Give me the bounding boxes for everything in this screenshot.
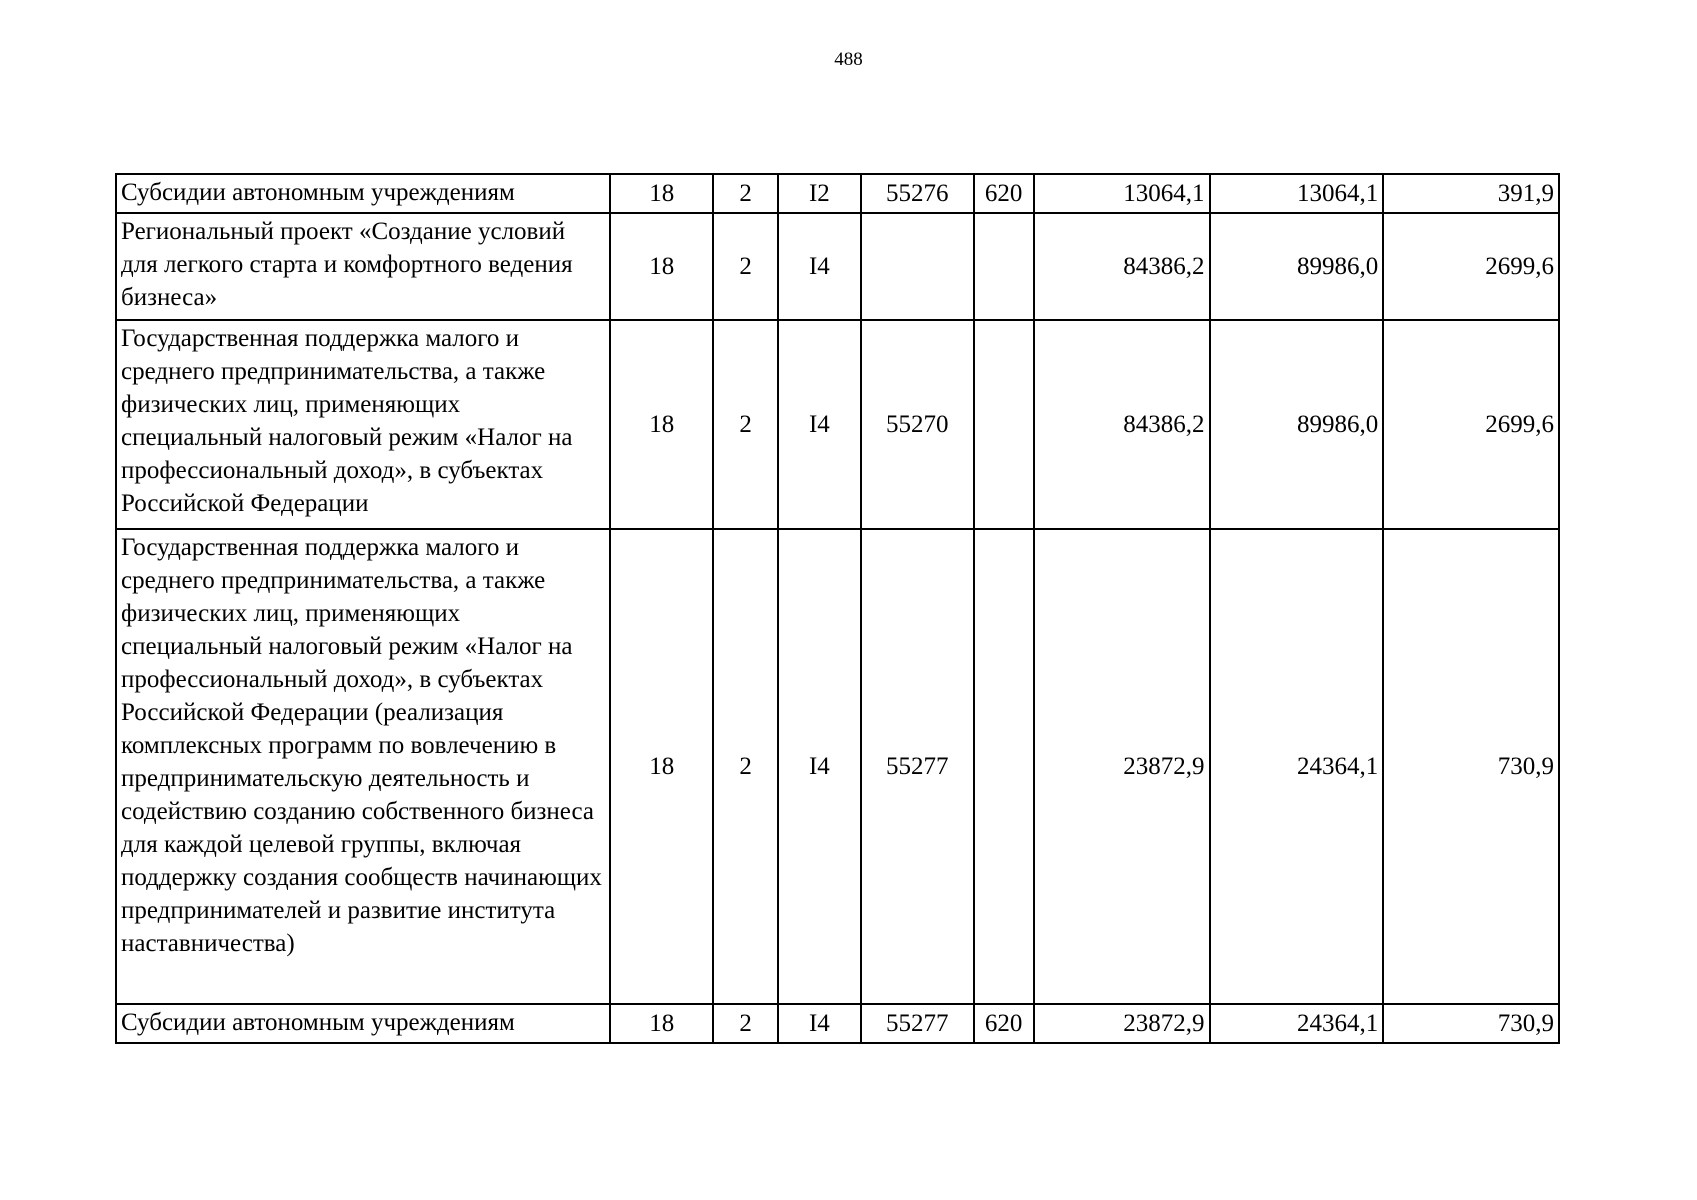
amount-cell-1: 23872,9: [1034, 529, 1210, 1004]
ministry-code-cell: 18: [610, 320, 713, 529]
row-name-cell: Государственная поддержка малого и среднего предпринимательства, а также физических лиц, применяющих специальный налоговый режим «Налог на профессиональный доход», в субъектах Российской Федерации (реализация комплексных программ по вовлечению в предпринимательскую деятельность и содействию созданию собственного бизнеса для каждой целевой группы, включая поддержку создания сообществ начинающих предпринимателей и развитие института наставничества): [116, 529, 610, 1004]
direction-code-cell: [861, 213, 973, 320]
amount-cell-2: 13064,1: [1210, 174, 1384, 213]
amount-cell-3: 2699,6: [1383, 320, 1559, 529]
amount-cell-1: 84386,2: [1034, 213, 1210, 320]
program-code-cell: 2: [713, 1004, 777, 1043]
expense-type-cell: 620: [974, 174, 1034, 213]
project-code-cell: I4: [778, 529, 861, 1004]
budget-table: [115, 173, 1560, 1044]
ministry-code-cell: 18: [610, 1004, 713, 1043]
direction-code-cell: 55277: [861, 529, 973, 1004]
table-row: [116, 1004, 1559, 1043]
table-row: [116, 213, 1559, 320]
project-code-cell: I2: [778, 174, 861, 213]
table-row: [116, 529, 1559, 1004]
amount-cell-2: 24364,1: [1210, 1004, 1384, 1043]
page-number: 488: [834, 49, 863, 70]
amount-cell-2: 89986,0: [1210, 320, 1384, 529]
amount-cell-1: 23872,9: [1034, 1004, 1210, 1043]
ministry-code-cell: 18: [610, 529, 713, 1004]
expense-type-cell: [974, 529, 1034, 1004]
program-code-cell: 2: [713, 213, 777, 320]
program-code-cell: 2: [713, 174, 777, 213]
program-code-cell: 2: [713, 529, 777, 1004]
expense-type-cell: [974, 213, 1034, 320]
project-code-cell: I4: [778, 213, 861, 320]
program-code-cell: 2: [713, 320, 777, 529]
project-code-cell: I4: [778, 320, 861, 529]
ministry-code-cell: 18: [610, 213, 713, 320]
amount-cell-3: 2699,6: [1383, 213, 1559, 320]
row-name-cell: Государственная поддержка малого и среднего предпринимательства, а также физических лиц, применяющих специальный налоговый режим «Налог на профессиональный доход», в субъектах Российской Федерации: [116, 320, 610, 529]
amount-cell-3: 391,9: [1383, 174, 1559, 213]
direction-code-cell: 55277: [861, 1004, 973, 1043]
amount-cell-1: 13064,1: [1034, 174, 1210, 213]
amount-cell-2: 89986,0: [1210, 213, 1384, 320]
row-name-cell: Региональный проект «Создание условий для легкого старта и комфортного ведения бизнеса»: [116, 213, 610, 320]
expense-type-cell: [974, 320, 1034, 529]
direction-code-cell: 55276: [861, 174, 973, 213]
expense-type-cell: 620: [974, 1004, 1034, 1043]
direction-code-cell: 55270: [861, 320, 973, 529]
table-row: [116, 320, 1559, 529]
project-code-cell: I4: [778, 1004, 861, 1043]
table-row: [116, 174, 1559, 213]
ministry-code-cell: 18: [610, 174, 713, 213]
amount-cell-3: 730,9: [1383, 1004, 1559, 1043]
row-name-cell: Субсидии автономным учреждениям: [116, 1004, 610, 1043]
amount-cell-3: 730,9: [1383, 529, 1559, 1004]
amount-cell-1: 84386,2: [1034, 320, 1210, 529]
amount-cell-2: 24364,1: [1210, 529, 1384, 1004]
row-name-cell: Субсидии автономным учреждениям: [116, 174, 610, 213]
